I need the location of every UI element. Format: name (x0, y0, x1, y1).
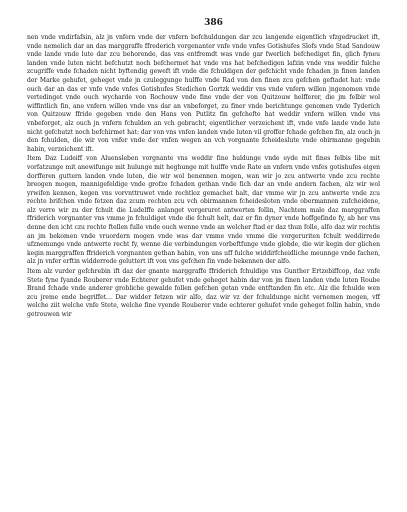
page-number: 386 (204, 18, 223, 28)
paragraph-3: Item alz vurder gefchrebin ift daz der gnante marggraffe ffriderich fchuldige vns Gunther Ertzebiffcop, daz vnfe Stete fyne fyande Rouberer vnde Echterer gehufet vnde geheget habin dar von jm finen landen vnde luten Roube Brand fchade vnde anderer grobliche gewalde follen gefchen getan vnde entftanden fin etc. Alz die fchulde wen zcu jreme ende begriffet… Dar widder fetzen wir alfo, daz wir vz der fchuldunge nicht vernemen mogen, vff welche ziit welche vnfe Stete, welche fine vyende Rouberer vnde echterer gehufet vnde geheget follin habin, vnde getrouwen wir (27, 268, 380, 318)
paragraph-1: nen vnde vndirfafsin, alz jn vnfern vnde der vnfern befchuldungen dar zcu langende eigentlich vfzgedrucket ift, vnde nemelich dar an das marggraffe ffrederich vorgenanter vnfe vnde vnfes Gotishufes Slofs vnde Stad Sandouw vnde lande vnde lute dar zcu behorende, das vns entfremdt was vnde gar fwerlich befchediget fin, glich fyneu landen vnde luten nicht befchutzt noch befchermet hat vnde vns hat befchedigen lafzin vnde vns weddir fulche zcugriffe vnde fchaden nicht byftendig geweft ift vnde die fchuldigen der gefchicht vnde fchaden jn finen landen der Marke gehufet, geheget vnde jn czuleggunge hulffe vnde Rad von den finen zcu gefchen geftadet hat: vnde ouch dar an das er vnfe vnde vnfes Gotishufes Stedichen Gortzk weddir vns vnde vnfern willen jngenomen vnde vertedinget vnde ouch wycharde von Rochouw vnde fine vnde der von Quitzouw helfferer, die jm felbir wol wiffintlich fin, ane vnfern willen vnde vns dar an vnbeforget, zu finer vnde berichtunge genomen vnde Tyderich von Quitzouw ffride gegeben vnde den Hans von Putlitz fin gefchefte hat weddir vnfern willen vnde vns vnbeforget, alz ouch jn vnfern fchulden an vch gebracht, eigentlicher verzeichent ift, vnde vnfe lande vnde lute nicht gefchutzt noch befchirmet hat: dar von vns vnfen landen vnde luten vil groffer fchade gefchen fin, alz ouch jn den fchulden, die wir von vnfer vnde der vnfen wegen an vch vorgnante fcheideslute vnde obirmanne gegebin habin, verzeichent ift. (27, 34, 380, 153)
paragraph-2: Item Daz Ludeiff von Aluensleben vorgnante vns weddir fine huldunge vnde eyde mit fines felbis libe mit vorfatzunge mit anewifunge mit hulunge mit heghunge mit hulffe vnde Rate an vnfern vnde vnfes gotishufes eigen dorfferen guttern landen vnde luten, die wir wol benennen mogen, wan wir jo zcu antwerte vnde zcu rechte breogen mogen, mannigefeldige vnde grofze fchaden gethan vnde fich dar an vnde andern fachen, alz wir wol yrwifen kennen, kegen vns vorvnttruwet vnde rechtloz gemachet halt, dar vmme wir jn zcu antwerte vnde zcu rechte brifchen vnde fetzen daz zcum rechten zcu vch obirmannen fcheidesloten vnde obermannen zufcheidene, alz verre wir zu der fchult die Ludelffe anlanget vorgeruret antwerten follin, Nachtem male daz marggraffen ffriderich vorgnanter vns vmme jn fchuldiget vnde die fchult helt, daz er fin dyner vnde hoffgefinde fy, ab her vns denne den icht czu rechte ftellen fulle vnde ouch wenne vnde an welcher ftad er daz thun folle, alfo daz wir rechtis an jm bekomen vnde vruordern mogen vnde was dar vmme vnde vmme die vorgeruriten fchult weddirrede ufznemunge vnde antwerte recht fy, wenne die verbindungen vorbeftfunge vnde globde, die wir kegin der glichen kegin marggraffen ffriderich vorgnanten gethan habin, von uns uff fulche widdirfcheidliche meunnge vnde fachen, alz jn vnfer erftin widderrede geluttert ift von vns gefchen fin vnde bekennen der alfo. (27, 155, 380, 266)
